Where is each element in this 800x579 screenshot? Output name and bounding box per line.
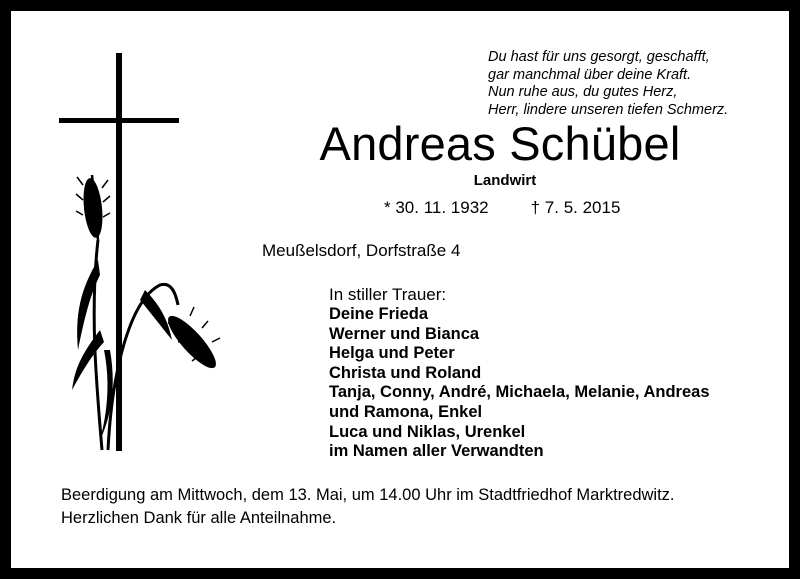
poem-line: gar manchmal über deine Kraft.: [488, 66, 692, 83]
poem-line: Nun ruhe aus, du gutes Herz,: [488, 84, 678, 100]
death-date: † 7. 5. 2015: [530, 198, 621, 217]
poem-line: Herr, lindere unseren tiefen Schmerz.: [488, 101, 729, 118]
thanks-note: Herzlichen Dank für alle Anteilnahme.: [61, 509, 337, 527]
mourner-line: im Namen aller Verwandten: [329, 442, 544, 461]
address: Meußelsdorf, Dorfstraße 4: [262, 241, 461, 260]
deceased-name: Andreas Schübel: [319, 117, 681, 170]
mourning-intro: In stiller Trauer:: [329, 285, 447, 304]
funeral-notice: Beerdigung am Mittwoch, dem 13. Mai, um 14.00 Uhr im Stadtfriedhof Marktredwitz.: [61, 486, 675, 504]
poem-line: Du hast für uns gesorgt, geschafft,: [488, 49, 710, 65]
mourners-list: [329, 305, 710, 462]
birth-date: * 30. 11. 1932: [384, 198, 489, 217]
mourner-line: Luca und Niklas, Urenkel: [329, 422, 526, 441]
mourner-line: Christa und Roland: [329, 363, 482, 382]
cross-with-wheat-icon: [50, 50, 230, 460]
mourner-line: Tanja, Conny, André, Michaela, Melanie, Andreas: [329, 383, 710, 402]
deceased-occupation: Landwirt: [473, 172, 537, 189]
life-dates: [384, 197, 620, 219]
mourner-line: Werner und Bianca: [329, 324, 480, 343]
mourner-line: und Ramona, Enkel: [329, 402, 483, 421]
poem: [488, 49, 778, 119]
mourner-line: Helga und Peter: [329, 344, 455, 363]
mourner-line: Deine Frieda: [329, 305, 429, 323]
